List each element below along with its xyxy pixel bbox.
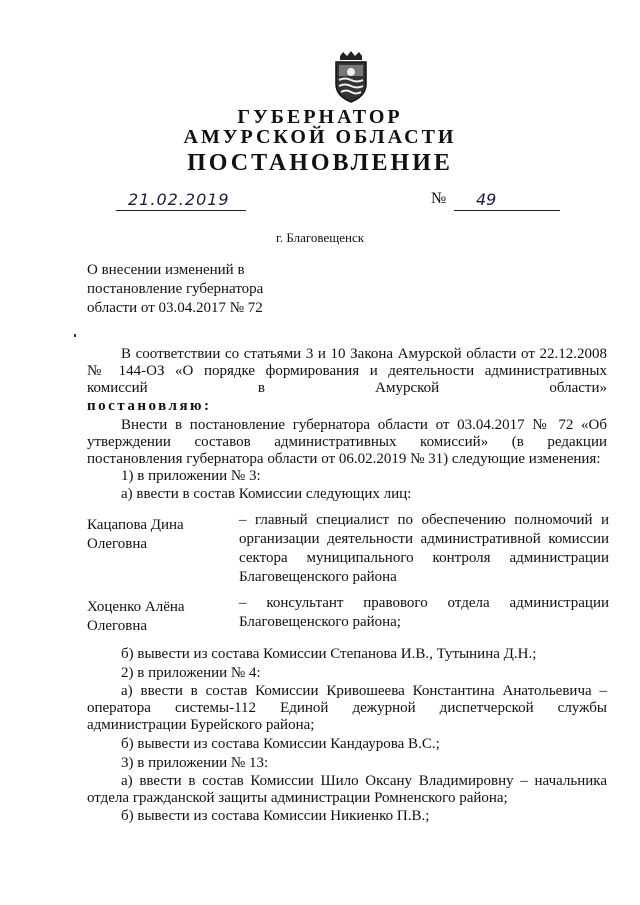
member-position: – консультант правового отдела администрации Благовещенского района; bbox=[239, 595, 609, 630]
document-number: 49 bbox=[476, 190, 497, 209]
item-2b: б) вывести из состава Комиссии Кандаурова В.С.; bbox=[121, 736, 440, 752]
item-3: 3) в приложении № 13: bbox=[121, 755, 269, 771]
item-3b: б) вывести из состава Комиссии Никиенко П.В.; bbox=[121, 808, 430, 824]
city-name: г. Благовещенск bbox=[275, 230, 365, 245]
preamble-paragraph bbox=[87, 346, 607, 397]
member-position: – главный специалист по обеспечению полномочий и организации деятельности административной комиссии сектора муниципального контроля администрации Благовещенского района bbox=[239, 512, 609, 585]
header-governor: ГУБЕРНАТОР bbox=[237, 106, 403, 128]
number-label: № bbox=[431, 190, 447, 207]
member-name: Кацапова Дина Олеговна bbox=[87, 517, 184, 552]
member-name: Хоценко Алёна Олеговна bbox=[87, 599, 185, 634]
coat-of-arms-emblem bbox=[327, 50, 375, 104]
item-2: 2) в приложении № 4: bbox=[121, 665, 261, 681]
header-region: АМУРСКОЙ ОБЛАСТИ bbox=[183, 126, 457, 148]
document-number-field bbox=[454, 190, 560, 211]
item-1: 1) в приложении № 3: bbox=[121, 468, 261, 484]
document-type-title: ПОСТАНОВЛЕНИЕ bbox=[187, 150, 453, 176]
document-date: 21.02.2019 bbox=[128, 190, 230, 209]
item-1b: б) вывести из состава Комиссии Степанова И.В., Тутынина Д.Н.; bbox=[121, 646, 537, 662]
intro-paragraph: Внести в постановление губернатора области от 03.04.2017 № 72 «Об утверждении составов административных комиссий» (в редакции постановления губернатора области от 06.02.2019 № 31) следующие изменения: bbox=[87, 417, 607, 467]
item-2a: а) ввести в состав Комиссии Кривошеева Константина Анатольевича – оператора системы-112 Единой дежурной диспетчерской службы администрации Бурейского района; bbox=[87, 683, 607, 733]
resolution-title: О внесении изменений в постановление губернатора области от 03.04.2017 № 72 bbox=[87, 262, 264, 316]
item-1a: а) ввести в состав Комиссии следующих лиц: bbox=[121, 486, 412, 502]
margin-mark bbox=[74, 334, 76, 337]
decree-word: постановляю: bbox=[87, 398, 212, 414]
preamble-text: В соответствии со статьями 3 и 10 Закона Амурской области от 22.12.2008 № 144-ОЗ «О порядке формирования и деятельности административных комиссий в Амурской области» bbox=[87, 346, 607, 396]
item-3a: а) ввести в состав Комиссии Шило Оксану Владимировну – начальника отдела гражданской защиты администрации Ромненского района; bbox=[87, 773, 607, 806]
document-date-field bbox=[116, 190, 246, 211]
